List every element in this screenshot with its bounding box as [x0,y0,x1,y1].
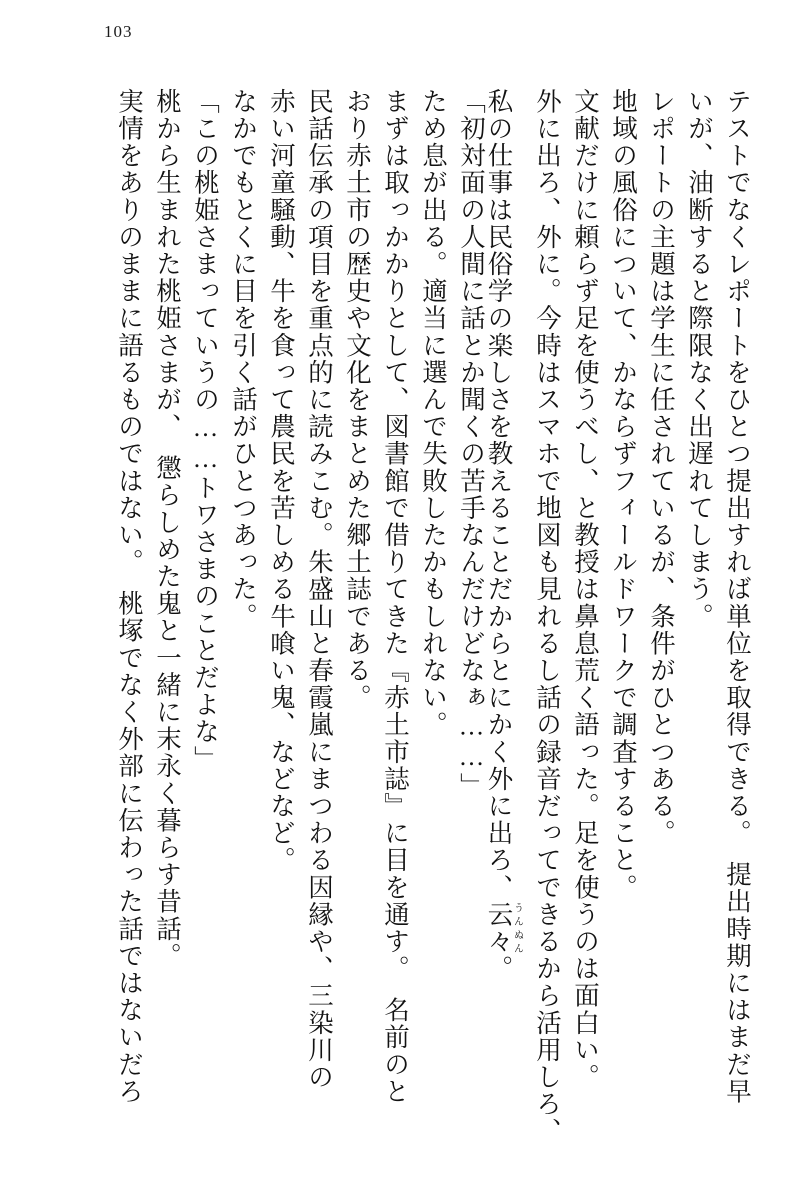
text-line: 地域の風俗について、かならずフィールドワークで調査すること。 [609,88,638,901]
text-line: 実情をありのままに語るものではない。 桃塚でなく外部に伝わった話ではないだろ [115,88,144,1106]
text-line: 桃から生まれた桃姫さまが、 懲らしめた鬼と一緒に末永く暮らす昔話。 [153,88,182,970]
vertical-text-block [52,88,750,1148]
text-line: 赤い河童騒動、牛を食って農民を苦しめる牛喰い鬼、などなど。 [267,88,296,874]
text-line: 文献だけに頼らず足を使うべし、と教授は鼻息荒く語った。足を使うのは面白い。 [571,88,600,1091]
text-line: 外に出ろ、外に。今時はスマホで地図も見れるし話の録音だってできるから活用しろ、 [533,88,562,1145]
ruby-annotation: 云々うんぬん [484,901,523,956]
text-line: いが、油断すると際限なく出遅れてしまう。 [685,88,714,630]
text-line: おり赤土市の歴史や文化をまとめた郷土誌である。 [343,88,372,712]
page-number: 103 [104,22,133,41]
text-line: ため息が出る。適当に選んで失敗したかもしれない。 [419,88,448,739]
text-line: まずは取っかかりとして、図書館で借りてきた『赤土市誌』に目を通す。 名前のと [381,88,410,1106]
text-line: 「初対面の人間に話とか聞くの苦手なんだけどなぁ……」 [457,88,486,800]
text-line: レポートの主題は学生に任されているが、条件がひとつある。 [647,88,676,847]
text-line: 民話伝承の項目を重点的に読みこむ。朱盛山と春霞嵐にまつわる因縁や、三染川の [305,88,334,1091]
text-line: なかでもとくに目を引く話がひとつあった。 [229,88,258,630]
text-line: 私の仕事は民俗学の楽しさを教えることだからとにかく外に出ろ、云々うんぬん。 [484,88,523,983]
text-line: 「この桃姫さまっていうの……トワさまのことだよな」 [191,88,220,773]
text-line: テストでなくレポートをひとつ提出すれば単位を取得できる。 提出時期にはまだ早 [723,88,752,1106]
